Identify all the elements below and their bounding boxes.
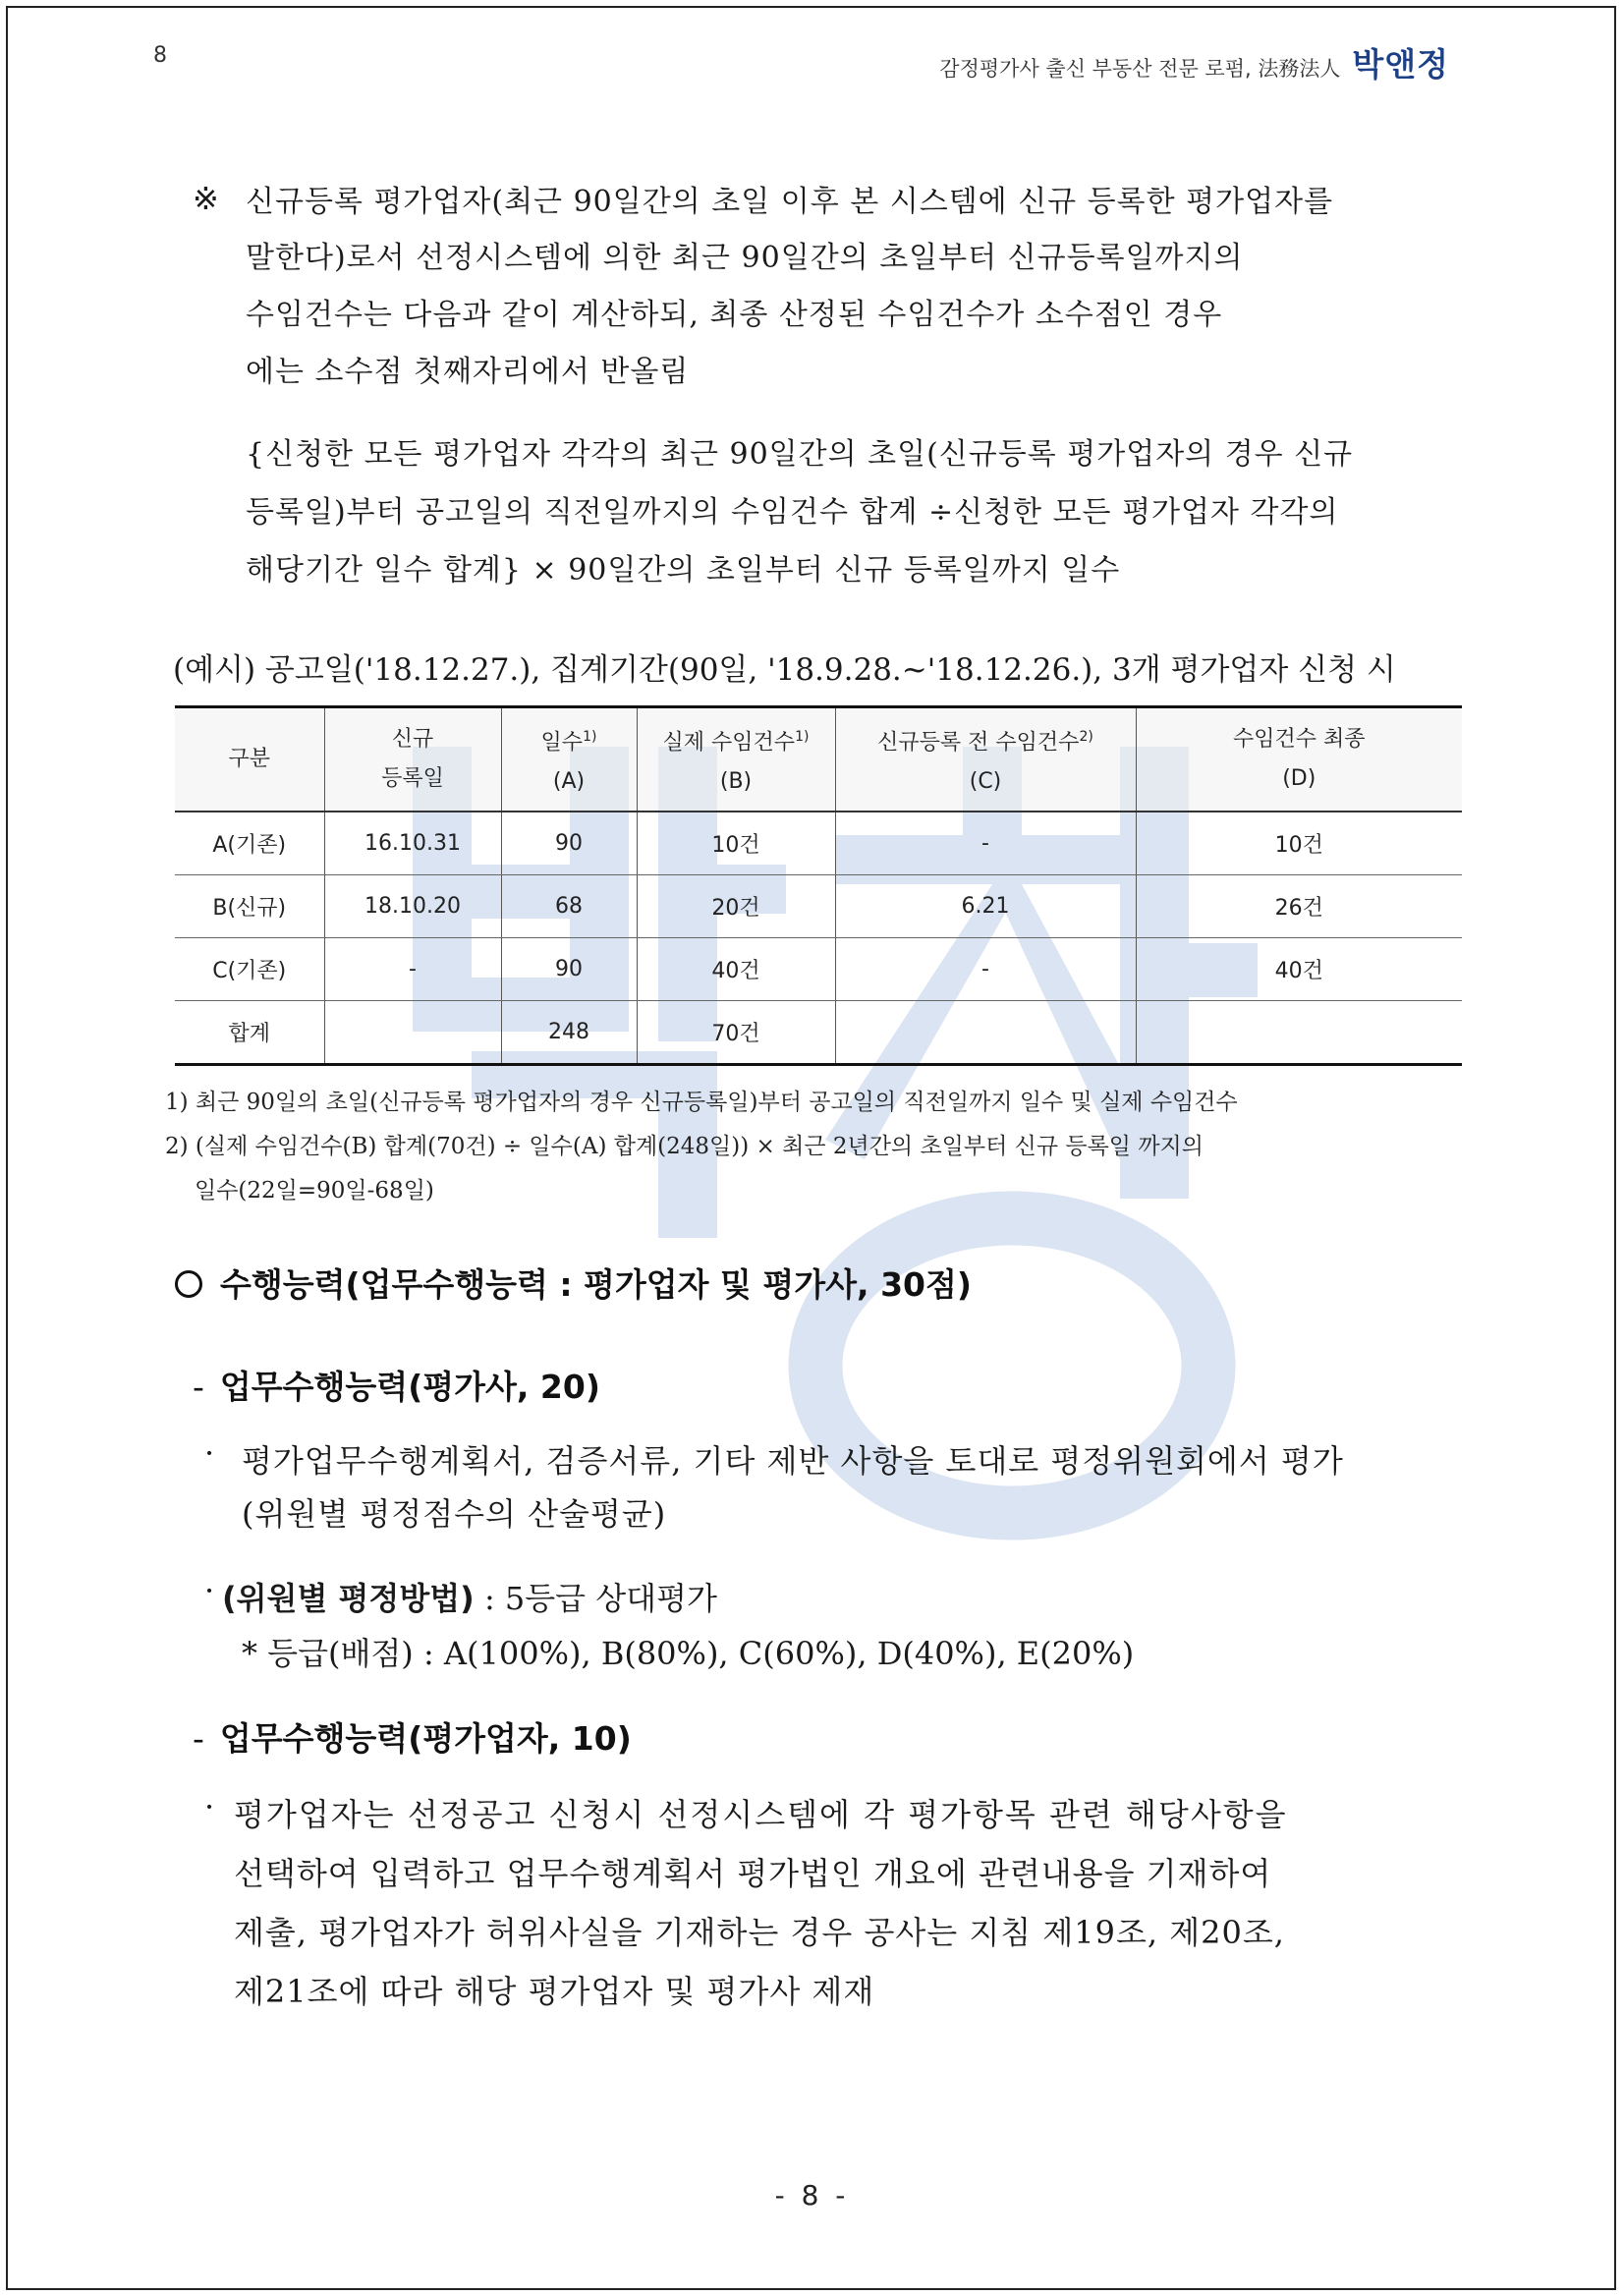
formula-line-3: 해당기간 일수 합계} × 90일간의 초일부터 신규 등록일까지 일수 xyxy=(246,553,1121,588)
col-header-final-cases: 수임건수 최종 (D) xyxy=(1136,707,1462,812)
table-cell: 40건 xyxy=(1136,938,1462,1001)
table-cell: A(기존) xyxy=(175,812,324,875)
table-cell: 16.10.31 xyxy=(324,812,501,875)
table-cell xyxy=(1136,1001,1462,1065)
sub2-bullet-line-4: 제21조에 따라 해당 평가업자 및 평가사 제재 xyxy=(234,1973,875,2010)
section-heading: 수행능력(업무수행능력 : 평가업자 및 평가사, 30점) xyxy=(175,1260,972,1306)
evaluation-method-value: : 5등급 상대평가 xyxy=(483,1580,717,1617)
subsection-heading-appraiser: - 업무수행능력(평가사, 20) xyxy=(193,1368,600,1406)
col-header-category: 구분 xyxy=(175,707,324,812)
footnote-2: 2) (실제 수임건수(B) 합계(70건) ÷ 일수(A) 합계(248일)) × 최근 2년간의 초일부터 신규 등록일 까지의 xyxy=(165,1134,1204,1159)
table-cell: 40건 xyxy=(637,938,835,1001)
table-cell xyxy=(835,1001,1136,1065)
table-cell: - xyxy=(835,812,1136,875)
table-total-row xyxy=(175,1001,1462,1065)
table-cell: 90 xyxy=(501,812,637,875)
sub2-bullet-line-3: 제출, 평가업자가 허위사실을 기재하는 경우 공사는 지침 제19조, 제20조, xyxy=(234,1914,1285,1951)
note-line-2: 말한다)로서 선정시스템에 의한 최근 90일간의 초일부터 신규등록일까지의 xyxy=(246,241,1244,275)
header-page-number: 8 xyxy=(153,43,167,68)
evaluation-method xyxy=(222,1574,717,1619)
table-row xyxy=(175,875,1462,938)
bullet-icon: · xyxy=(204,1788,215,1825)
table-row xyxy=(175,812,1462,875)
reference-mark: ※ xyxy=(193,180,219,217)
table-cell: 248 xyxy=(501,1001,637,1065)
table-cell: 10건 xyxy=(637,812,835,875)
table-cell: B(신규) xyxy=(175,875,324,938)
table-header-row xyxy=(175,707,1462,812)
bullet-icon: · xyxy=(204,1572,215,1609)
table-cell: 합계 xyxy=(175,1001,324,1065)
circle-bullet-icon xyxy=(175,1270,202,1298)
subsection-heading-firm: - 업무수행능력(평가업자, 10) xyxy=(193,1719,632,1758)
grade-allocation-line: * 등급(배점) : A(100%), B(80%), C(60%), D(40%), E(20%) xyxy=(242,1635,1135,1672)
note-line-4: 에는 소수점 첫째자리에서 반올림 xyxy=(246,355,690,389)
sub2-bullet-line-1: 평가업자는 선정공고 신청시 선정시스템에 각 평가항목 관련 해당사항을 xyxy=(234,1796,1288,1833)
note-line-3: 수임건수는 다음과 같이 계산하되, 최종 산정된 수임건수가 소수점인 경우 xyxy=(246,298,1223,332)
example-title: (예시) 공고일('18.12.27.), 집계기간(90일, '18.9.28.~'18.12.26.), 3개 평가업자 신청 시 xyxy=(173,652,1396,688)
col-header-actual-cases: 실제 수임건수$^{1)}$ (B) xyxy=(637,707,835,812)
table-cell: 6.21 xyxy=(835,875,1136,938)
col-header-days: 일수$^{1)}$ (A) xyxy=(501,707,637,812)
page-footer-number: - 8 - xyxy=(774,2179,850,2212)
col-header-registration-date: 신규 등록일 xyxy=(324,707,501,812)
sub2-bullet-line-2: 선택하여 입력하고 업무수행계획서 평가법인 개요에 관련내용을 기재하여 xyxy=(234,1855,1272,1892)
formula-line-2: 등록일)부터 공고일의 직전일까지의 수임건수 합계 ÷신청한 모든 평가업자 각각의 xyxy=(246,495,1339,530)
formula-line-1: {신청한 모든 평가업자 각각의 최근 90일간의 초일(신규등록 평가업자의 경우 신규 xyxy=(246,437,1354,472)
table-cell: 26건 xyxy=(1136,875,1462,938)
sub1-bullet-line-1: 평가업무수행계획서, 검증서류, 기타 제반 사항을 토대로 평정위원회에서 평가 xyxy=(242,1442,1344,1480)
footnote-2-continued: 일수(22일=90일-68일) xyxy=(195,1178,434,1204)
sub1-bullet-line-2: (위원별 평정점수의 산술평균) xyxy=(242,1495,667,1533)
footnote-1: 1) 최근 90일의 초일(신규등록 평가업자의 경우 신규등록일)부터 공고일의 직전일까지 일수 및 실제 수임건수 xyxy=(165,1090,1238,1115)
table-cell: - xyxy=(835,938,1136,1001)
table-cell: C(기존) xyxy=(175,938,324,1001)
table-cell: 90 xyxy=(501,938,637,1001)
table-cell: 20건 xyxy=(637,875,835,938)
note-line-1: 신규등록 평가업자(최근 90일간의 초일 이후 본 시스템에 신규 등록한 평가업자를 xyxy=(246,185,1334,219)
table-cell: 70건 xyxy=(637,1001,835,1065)
header-brand xyxy=(939,39,1449,85)
page-header xyxy=(0,37,1624,84)
evaluation-method-label: (위원별 평정방법) xyxy=(222,1580,475,1617)
table-cell: - xyxy=(324,938,501,1001)
table-cell: 10건 xyxy=(1136,812,1462,875)
table-cell xyxy=(324,1001,501,1065)
col-header-pre-registration-cases: 신규등록 전 수임건수$^{2)}$ (C) xyxy=(835,707,1136,812)
table-row xyxy=(175,938,1462,1001)
bullet-icon: · xyxy=(204,1434,215,1472)
header-logo: 박앤정 xyxy=(1352,45,1449,84)
table-cell: 68 xyxy=(501,875,637,938)
header-tagline: 감정평가사 출신 부동산 전문 로펌, 法務法人 xyxy=(939,57,1341,81)
table-cell: 18.10.20 xyxy=(324,875,501,938)
example-table xyxy=(175,705,1462,1066)
